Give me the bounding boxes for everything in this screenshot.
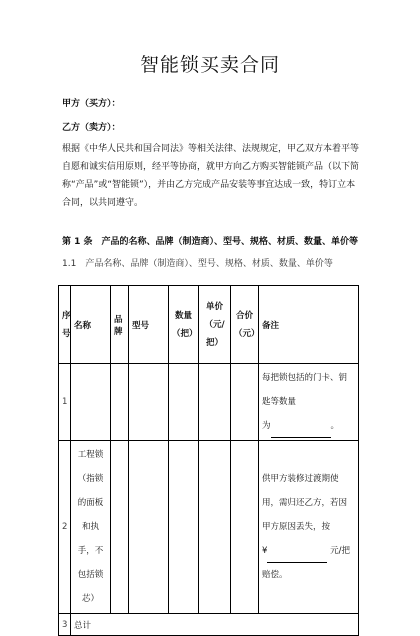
row-total-label: 总计: [71, 614, 359, 636]
party-b-label: 乙方（卖方）：: [62, 123, 121, 133]
row-qty: [169, 364, 199, 441]
row-price: [199, 364, 231, 441]
remark-prefix: 为: [262, 421, 271, 431]
party-a-label: 甲方（买方）：: [62, 99, 121, 109]
row-name: [71, 364, 111, 441]
article-1-heading: 第 1 条 产品的名称、品牌（制造商）、型号、规格、材质、数量、单价等: [62, 237, 359, 247]
row-seq: 2: [59, 441, 71, 614]
blank-line: [267, 552, 327, 563]
remark-text: 供甲方装修过渡期使用，需归还乙方，若因甲方原因丢失，按: [262, 474, 348, 532]
row-model: [129, 441, 169, 614]
remark-prefix: ¥: [262, 546, 268, 556]
header-price: 单价（元/把）: [199, 286, 231, 364]
table-header-row: [59, 286, 359, 364]
header-seq: 序号: [59, 286, 71, 364]
row-model: [129, 364, 169, 441]
remark-suffix: 。: [330, 421, 340, 431]
row-seq: 3: [59, 614, 71, 636]
row-total: [231, 441, 259, 614]
table-row: [59, 364, 359, 441]
blank-line: [271, 427, 331, 438]
remark-suffix: 元/把赔偿。: [262, 546, 350, 580]
remark-text: 每把锁包括的门卡、钥匙等数量: [262, 373, 348, 407]
product-table: [58, 285, 359, 636]
table-row: [59, 441, 359, 614]
table-row: [59, 614, 359, 636]
row-remark: [259, 441, 359, 614]
row-total: [231, 364, 259, 441]
row-qty: [169, 441, 199, 614]
row-brand: [111, 441, 129, 614]
header-brand: 品牌: [111, 286, 129, 364]
row-price: [199, 441, 231, 614]
header-remark: 备注: [259, 286, 359, 364]
preamble-paragraph: 根据《中华人民共和国合同法》等相关法律、法规规定，甲乙双方本着平等自愿和诚实信用原则，经平等协商，就甲方向乙方购买智能锁产品（以下简称“产品”或“智能锁”），并由乙方完成产品安装等事宜达成一致，特订立本合同，以共同遵守。: [62, 144, 360, 208]
row-remark: [259, 364, 359, 441]
article-1-1-subheading: 1.1 产品名称、品牌（制造商）、型号、规格、材质、数量、单价等: [62, 259, 333, 269]
header-model: 型号: [129, 286, 169, 364]
row-brand: [111, 364, 129, 441]
header-name: 名称: [71, 286, 111, 364]
row-seq: 1: [59, 364, 71, 441]
document-title: 智能锁买卖合同: [139, 54, 280, 76]
row-name: 工程锁（指锁的面板和执手，不包括锁芯）: [71, 441, 111, 614]
header-total: 合价（元）: [231, 286, 259, 364]
header-qty: 数量（把）: [169, 286, 199, 364]
